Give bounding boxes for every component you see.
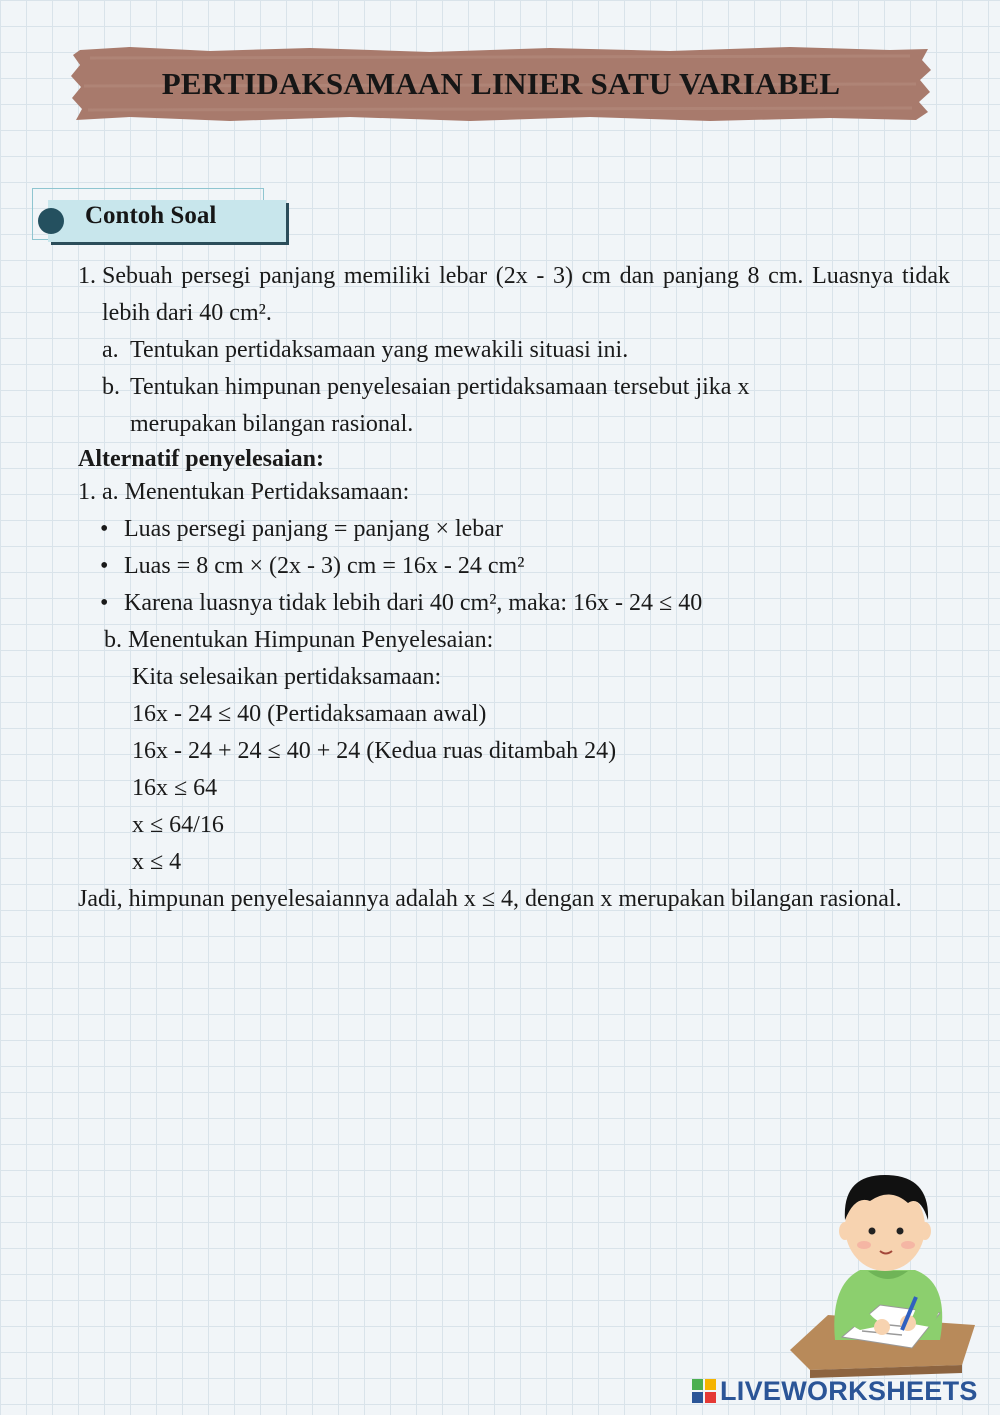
part-b-text: Tentukan himpunan penyelesaian pertidaksamaan tersebut jika x <box>130 374 750 400</box>
question-text: Sebuah persegi panjang memiliki lebar (2x - 3) cm dan panjang 8 cm. Luasnya tidak lebih dari 40 cm². <box>102 263 950 326</box>
part-a-label: a. <box>102 337 119 363</box>
part-a-text: Tentukan pertidaksamaan yang mewakili situasi ini. <box>130 337 629 363</box>
part-a-solution-heading: 1. a. Menentukan Pertidaksamaan: <box>78 479 410 505</box>
page-title: PERTIDAKSAMAAN LINIER SATU VARIABEL <box>161 66 841 101</box>
question-part-b <box>78 369 950 406</box>
part-b-solution-heading: b. Menentukan Himpunan Penyelesaian: <box>104 627 494 653</box>
section-tag <box>32 188 288 246</box>
liveworksheets-logo <box>692 1374 978 1408</box>
question-number: 1. <box>78 263 96 289</box>
brand-name: LIVEWORKSHEETS <box>720 1375 978 1406</box>
solution-bullet <box>78 585 950 622</box>
solution-bullet <box>78 548 950 585</box>
bullet-icon: • <box>100 516 109 542</box>
part-b-text-continued: merupakan bilangan rasional. <box>130 411 414 437</box>
liveworksheets-icon <box>692 1379 716 1403</box>
bullet-text: Luas persegi panjang = panjang × lebar <box>124 516 503 542</box>
bullet-icon: • <box>100 590 109 616</box>
question-row <box>78 258 950 332</box>
solution-heading: Alternatif penyelesaian: <box>78 446 324 472</box>
bullet-icon: • <box>100 553 109 579</box>
part-b-label: b. <box>102 374 120 400</box>
bullet-dot-icon <box>38 208 64 234</box>
question-part-a <box>78 332 950 369</box>
student-writing-illustration <box>790 1165 990 1380</box>
solution-step: 16x - 24 + 24 ≤ 40 + 24 (Kedua ruas ditambah 24) <box>132 738 617 764</box>
conclusion-text: Jadi, himpunan penyelesaiannya adalah x ≤ 4, dengan x merupakan bilangan rasional. <box>78 886 902 912</box>
solution-step: x ≤ 64/16 <box>132 812 224 838</box>
bullet-text: Luas = 8 cm × (2x - 3) cm = 16x - 24 cm² <box>124 553 525 579</box>
bullet-text: Karena luasnya tidak lebih dari 40 cm², maka: 16x - 24 ≤ 40 <box>124 590 703 616</box>
solution-step: 16x - 24 ≤ 40 (Pertidaksamaan awal) <box>132 701 487 727</box>
solution-step: x ≤ 4 <box>132 849 182 875</box>
section-label: Contoh Soal <box>85 202 217 229</box>
worksheet-content <box>78 258 950 918</box>
solution-bullet <box>78 511 950 548</box>
title-banner <box>70 46 932 122</box>
solution-step: 16x ≤ 64 <box>132 775 218 801</box>
solution-step: Kita selesaikan pertidaksamaan: <box>132 664 442 690</box>
